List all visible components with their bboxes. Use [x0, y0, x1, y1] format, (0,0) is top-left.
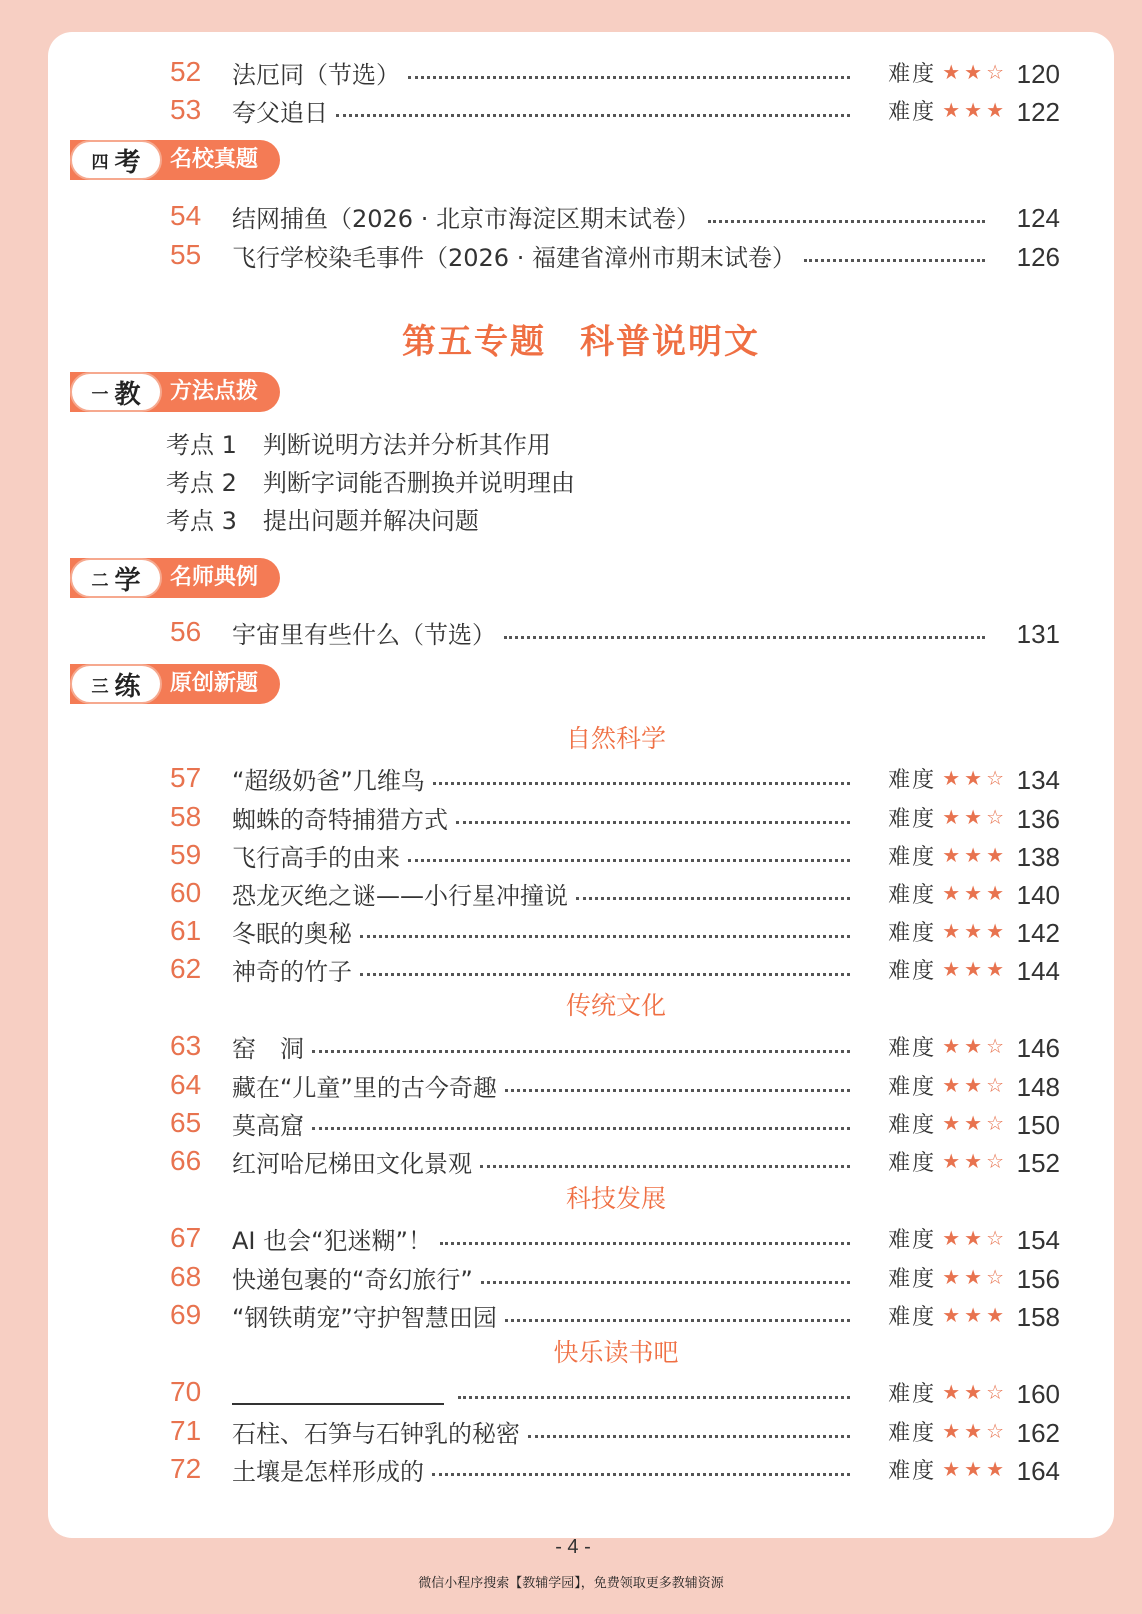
toc-entry[interactable] — [48, 1372, 1114, 1412]
star-filled-icon: ★ — [964, 1034, 983, 1058]
entry-title: 土壤是怎样形成的 — [232, 1457, 424, 1486]
star-filled-icon: ★ — [942, 766, 961, 790]
star-empty-icon: ☆ — [986, 1226, 1004, 1250]
entry-page: 158 — [1016, 1302, 1060, 1332]
entry-number: 72 — [170, 1453, 202, 1484]
entry-title: 窑 洞 — [232, 1034, 304, 1063]
difficulty-label: 难度 — [888, 958, 937, 984]
entry-title: 夸父追日 — [232, 98, 328, 127]
badge-big-char: 学 — [114, 565, 141, 596]
star-filled-icon: ★ — [986, 957, 1004, 981]
star-filled-icon: ★ — [964, 1380, 983, 1404]
difficulty-label: 难度 — [888, 1381, 937, 1407]
leader-dots — [432, 1473, 850, 1476]
star-empty-icon: ☆ — [986, 1380, 1004, 1404]
subsection-title: 传统文化 — [565, 991, 666, 1020]
difficulty-label: 难度 — [888, 767, 937, 793]
leader-dots — [458, 1396, 850, 1399]
entry-title: AI 也会“犯迷糊”！ — [232, 1226, 432, 1255]
difficulty-rating — [888, 873, 1006, 913]
topic-title-part1: 第五专题 — [402, 322, 546, 362]
star-filled-icon: ★ — [942, 843, 961, 867]
star-filled-icon: ★ — [942, 919, 961, 943]
badge-small-char: 四 — [91, 152, 109, 173]
leader-dots — [481, 1281, 850, 1284]
entry-title: 藏在“儿童”里的古今奇趣 — [232, 1073, 497, 1102]
leader-dots — [433, 782, 850, 785]
badge-circle — [70, 558, 162, 598]
difficulty-rating — [888, 1449, 1006, 1489]
difficulty-rating — [888, 1065, 1006, 1105]
leader-dots — [576, 897, 850, 900]
kaodian-label: 考点 1 — [166, 431, 237, 459]
star-empty-icon: ☆ — [986, 1149, 1004, 1173]
star-filled-icon: ★ — [942, 60, 961, 84]
difficulty-rating — [888, 758, 1006, 798]
toc-entry[interactable] — [48, 196, 1114, 236]
topic-title-part2: 科普说明文 — [580, 322, 760, 362]
entry-title: 飞行高手的由来 — [232, 843, 400, 872]
entry-number: 54 — [170, 200, 202, 231]
kaodian-item[interactable] — [166, 426, 551, 464]
star-filled-icon: ★ — [986, 1457, 1004, 1481]
toc-entry[interactable] — [48, 1065, 1114, 1105]
topic-title — [48, 314, 1114, 363]
entry-page: 146 — [1016, 1033, 1060, 1063]
difficulty-label: 难度 — [888, 1150, 937, 1176]
star-filled-icon: ★ — [964, 1457, 983, 1481]
entry-page: 126 — [1016, 242, 1060, 272]
entry-number: 58 — [170, 801, 202, 832]
leader-dots — [804, 259, 985, 262]
entry-page: 136 — [1016, 804, 1060, 834]
entry-number: 59 — [170, 839, 202, 870]
entry-number: 57 — [170, 762, 202, 793]
entry-page: 152 — [1016, 1148, 1060, 1178]
toc-entry[interactable] — [48, 1026, 1114, 1066]
star-filled-icon: ★ — [942, 1034, 961, 1058]
entry-number: 67 — [170, 1222, 202, 1253]
star-filled-icon: ★ — [942, 957, 961, 981]
kaodian-text: 提出问题并解决问题 — [262, 507, 479, 535]
star-filled-icon: ★ — [986, 843, 1004, 867]
entry-title: “钢铁萌宠”守护智慧田园 — [232, 1303, 497, 1332]
kaodian-item[interactable] — [166, 502, 479, 540]
difficulty-rating — [888, 1026, 1006, 1066]
badge-big-char: 教 — [114, 379, 141, 410]
difficulty-rating — [888, 1141, 1006, 1181]
star-filled-icon: ★ — [942, 98, 961, 122]
star-filled-icon: ★ — [942, 1226, 961, 1250]
entry-number: 70 — [170, 1376, 202, 1407]
difficulty-rating — [888, 949, 1006, 989]
difficulty-rating — [888, 1257, 1006, 1297]
entry-page: 124 — [1016, 203, 1060, 233]
entry-number: 69 — [170, 1299, 202, 1330]
entry-number: 65 — [170, 1107, 202, 1138]
kaodian-label: 考点 2 — [166, 469, 237, 497]
subsection-title: 自然科学 — [565, 724, 666, 753]
entry-page: 142 — [1016, 918, 1060, 948]
difficulty-label: 难度 — [888, 1112, 937, 1138]
entry-title: 飞行学校染毛事件（2026 · 福建省漳州市期末试卷） — [232, 243, 796, 272]
entry-number: 66 — [170, 1145, 202, 1176]
toc-entry[interactable] — [48, 235, 1114, 275]
kaodian-text: 判断字词能否删换并说明理由 — [262, 469, 575, 497]
leader-dots — [336, 114, 850, 117]
star-filled-icon: ★ — [964, 1303, 983, 1327]
entry-page: 144 — [1016, 956, 1060, 986]
entry-title: “超级奶爸”几维鸟 — [232, 766, 425, 795]
badge-small-char: 一 — [91, 384, 109, 405]
difficulty-rating — [888, 1295, 1006, 1335]
entry-page: 134 — [1016, 765, 1060, 795]
leader-dots — [505, 1089, 850, 1092]
entry-page: 164 — [1016, 1456, 1060, 1486]
leader-dots — [708, 220, 985, 223]
entry-page: 156 — [1016, 1264, 1060, 1294]
star-filled-icon: ★ — [964, 1149, 983, 1173]
entry-number: 68 — [170, 1261, 202, 1292]
contents-page — [48, 32, 1114, 1538]
star-empty-icon: ☆ — [986, 805, 1004, 829]
star-filled-icon: ★ — [942, 1419, 961, 1443]
toc-entry[interactable] — [48, 52, 1114, 92]
star-filled-icon: ★ — [986, 98, 1004, 122]
toc-entry[interactable] — [48, 1103, 1114, 1143]
entry-title: 蜘蛛的奇特捕猎方式 — [232, 805, 448, 834]
entry-number: 64 — [170, 1069, 202, 1100]
toc-entry[interactable] — [48, 835, 1114, 875]
leader-dots — [456, 821, 850, 824]
star-empty-icon: ☆ — [986, 766, 1004, 790]
badge-small-char: 二 — [91, 570, 109, 591]
difficulty-rating — [888, 1103, 1006, 1143]
entry-title: 神奇的竹子 — [232, 957, 352, 986]
leader-dots — [504, 636, 985, 639]
badge-big-char: 考 — [114, 147, 141, 178]
difficulty-label: 难度 — [888, 61, 937, 87]
badge-small-char: 三 — [91, 676, 109, 697]
toc-entry[interactable] — [48, 90, 1114, 130]
difficulty-rating — [888, 90, 1006, 130]
star-filled-icon: ★ — [942, 1111, 961, 1135]
badge-big-char: 练 — [114, 671, 141, 702]
entry-title: 红河哈尼梯田文化景观 — [232, 1149, 472, 1178]
star-filled-icon: ★ — [964, 1265, 983, 1289]
entry-page: 160 — [1016, 1379, 1060, 1409]
entry-page: 154 — [1016, 1225, 1060, 1255]
kaodian-text: 判断说明方法并分析其作用 — [262, 431, 551, 459]
star-filled-icon: ★ — [942, 1265, 961, 1289]
difficulty-rating — [888, 1411, 1006, 1451]
toc-entry[interactable] — [48, 1257, 1114, 1297]
star-filled-icon: ★ — [964, 919, 983, 943]
leader-dots — [505, 1319, 850, 1322]
leader-dots — [408, 859, 850, 862]
section-badge-xue — [70, 558, 280, 598]
entry-page: 138 — [1016, 842, 1060, 872]
toc-entry[interactable] — [48, 797, 1114, 837]
difficulty-rating — [888, 1218, 1006, 1258]
difficulty-rating — [888, 52, 1006, 92]
entry-number: 60 — [170, 877, 202, 908]
entry-number: 71 — [170, 1415, 202, 1446]
difficulty-label: 难度 — [888, 844, 937, 870]
section-badge-kao — [70, 140, 280, 180]
badge-label: 名校真题 — [170, 147, 259, 172]
star-filled-icon: ★ — [942, 881, 961, 905]
toc-entry[interactable] — [48, 1449, 1114, 1489]
badge-circle — [70, 140, 162, 180]
entry-number: 61 — [170, 915, 202, 946]
section-badge-lian — [70, 664, 280, 704]
toc-entry[interactable] — [48, 1295, 1114, 1335]
entry-page: 148 — [1016, 1072, 1060, 1102]
star-filled-icon: ★ — [942, 805, 961, 829]
entry-page: 150 — [1016, 1110, 1060, 1140]
difficulty-rating — [888, 835, 1006, 875]
page-number: - 4 - — [555, 1536, 591, 1558]
entry-title: 石柱、石笋与石钟乳的秘密 — [232, 1419, 520, 1448]
entry-number: 56 — [170, 616, 202, 647]
footer-notice: 微信小程序搜索【教辅学园】，免费领取更多教辅资源 — [418, 1576, 724, 1591]
star-filled-icon: ★ — [986, 919, 1004, 943]
star-filled-icon: ★ — [964, 766, 983, 790]
star-filled-icon: ★ — [986, 1303, 1004, 1327]
leader-dots — [408, 76, 850, 79]
toc-entry[interactable] — [48, 758, 1114, 798]
badge-circle — [70, 664, 162, 704]
star-filled-icon: ★ — [964, 843, 983, 867]
star-filled-icon: ★ — [986, 881, 1004, 905]
leader-dots — [528, 1435, 850, 1438]
badge-label: 名师典例 — [170, 565, 259, 590]
star-filled-icon: ★ — [964, 1111, 983, 1135]
entry-title: 宇宙里有些什么（节选） — [232, 620, 496, 649]
kaodian-item[interactable] — [166, 464, 575, 502]
badge-circle — [70, 372, 162, 412]
toc-entry[interactable] — [48, 1218, 1114, 1258]
difficulty-rating — [888, 911, 1006, 951]
entry-page: 140 — [1016, 880, 1060, 910]
star-filled-icon: ★ — [964, 1419, 983, 1443]
badge-label: 方法点拨 — [170, 379, 259, 404]
leader-dots — [360, 935, 850, 938]
difficulty-label: 难度 — [888, 99, 937, 125]
toc-entry[interactable] — [48, 1411, 1114, 1451]
difficulty-rating — [888, 1372, 1006, 1412]
entry-number: 55 — [170, 239, 202, 270]
entry-page: 131 — [1016, 619, 1060, 649]
difficulty-rating — [888, 797, 1006, 837]
difficulty-label: 难度 — [888, 882, 937, 908]
star-filled-icon: ★ — [964, 1073, 983, 1097]
entry-title: 莫高窟 — [232, 1111, 304, 1140]
leader-dots — [312, 1127, 850, 1130]
entry-title: 结网捕鱼（2026 · 北京市海淀区期末试卷） — [232, 204, 700, 233]
difficulty-label: 难度 — [888, 806, 937, 832]
leader-dots — [312, 1050, 850, 1053]
star-filled-icon: ★ — [942, 1457, 961, 1481]
entry-number: 53 — [170, 94, 202, 125]
difficulty-label: 难度 — [888, 1266, 937, 1292]
entry-title: 冬眠的奥秘 — [232, 919, 352, 948]
entry-title: 恐龙灭绝之谜——小行星冲撞说 — [232, 881, 568, 910]
kaodian-label: 考点 3 — [166, 507, 237, 535]
entry-page: 162 — [1016, 1418, 1060, 1448]
entry-number: 62 — [170, 953, 202, 984]
star-empty-icon: ☆ — [986, 1265, 1004, 1289]
star-filled-icon: ★ — [964, 60, 983, 84]
difficulty-label: 难度 — [888, 1458, 937, 1484]
star-filled-icon: ★ — [964, 805, 983, 829]
star-filled-icon: ★ — [942, 1149, 961, 1173]
difficulty-label: 难度 — [888, 1035, 937, 1061]
entry-page: 120 — [1016, 59, 1060, 89]
star-empty-icon: ☆ — [986, 1073, 1004, 1097]
star-filled-icon: ★ — [942, 1303, 961, 1327]
star-empty-icon: ☆ — [986, 60, 1004, 84]
star-filled-icon: ★ — [964, 1226, 983, 1250]
toc-entry[interactable] — [48, 949, 1114, 989]
difficulty-label: 难度 — [888, 1074, 937, 1100]
subsection-title: 科技发展 — [565, 1184, 666, 1213]
entry-number: 52 — [170, 56, 202, 87]
difficulty-label: 难度 — [888, 1420, 937, 1446]
star-filled-icon: ★ — [964, 957, 983, 981]
difficulty-label: 难度 — [888, 1227, 937, 1253]
section-badge-jiao — [70, 372, 280, 412]
entry-number: 63 — [170, 1030, 202, 1061]
subsection-title: 快乐读书吧 — [553, 1338, 679, 1367]
toc-entry[interactable] — [48, 873, 1114, 913]
difficulty-label: 难度 — [888, 1304, 937, 1330]
leader-dots — [480, 1165, 850, 1168]
fill-in-blank[interactable] — [232, 1379, 444, 1405]
leader-dots — [440, 1242, 850, 1245]
badge-label: 原创新题 — [170, 671, 259, 696]
star-empty-icon: ☆ — [986, 1419, 1004, 1443]
entry-page: 122 — [1016, 97, 1060, 127]
entry-title: 法厄同（节选） — [232, 60, 400, 89]
toc-entry[interactable] — [48, 911, 1114, 951]
star-filled-icon: ★ — [942, 1073, 961, 1097]
star-filled-icon: ★ — [942, 1380, 961, 1404]
leader-dots — [360, 973, 850, 976]
star-empty-icon: ☆ — [986, 1111, 1004, 1135]
star-filled-icon: ★ — [964, 881, 983, 905]
star-empty-icon: ☆ — [986, 1034, 1004, 1058]
toc-entry[interactable] — [48, 1141, 1114, 1181]
toc-entry[interactable] — [48, 612, 1114, 652]
star-filled-icon: ★ — [964, 98, 983, 122]
difficulty-label: 难度 — [888, 920, 937, 946]
entry-title: 快递包裹的“奇幻旅行” — [232, 1265, 473, 1294]
